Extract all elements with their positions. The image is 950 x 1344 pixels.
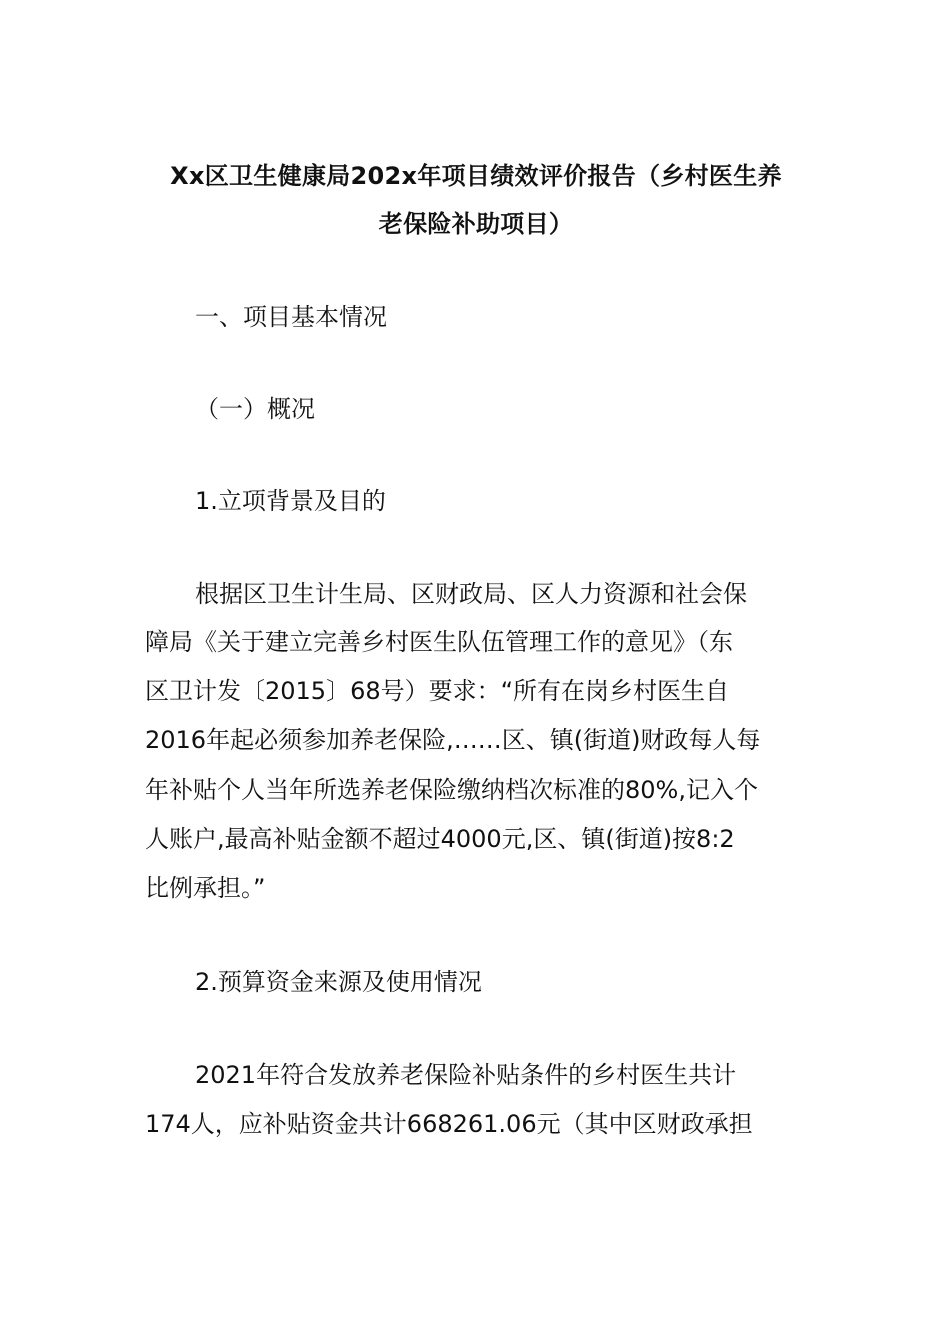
- paragraph-1-line-6: 人账户,最高补贴金额不超过4000元,区、镇(街道)按8:2: [145, 825, 735, 853]
- paragraph-2-line-1: 2021年符合发放养老保险补贴条件的乡村医生共计: [195, 1061, 737, 1089]
- paragraph-1-line-4: 2016年起必须参加养老保险,……区、镇(街道)财政每人每: [145, 726, 761, 754]
- paragraph-1-line-5: 年补贴个人当年所选养老保险缴纳档次标准的80%,记入个: [145, 776, 758, 804]
- paragraph-1-line-7: 比例承担。”: [145, 874, 266, 902]
- section-heading-1: 一、项目基本情况: [195, 303, 387, 331]
- paragraph-2-line-2: 174人，应补贴资金共计668261.06元（其中区财政承担: [145, 1110, 753, 1138]
- section-heading-2: （一）概况: [195, 395, 315, 423]
- paragraph-1-line-3: 区卫计发〔2015〕68号）要求：“所有在岗乡村医生自: [145, 677, 730, 705]
- title-line-1: Xx区卫生健康局202x年项目绩效评价报告（乡村医生养: [170, 162, 782, 190]
- document-title: [145, 152, 807, 248]
- title-line-2: 老保险补助项目）: [378, 210, 574, 238]
- paragraph-1-line-2: 障局《关于建立完善乡村医生队伍管理工作的意见》（东: [145, 628, 733, 656]
- paragraph-1-line-1: 根据区卫生计生局、区财政局、区人力资源和社会保: [195, 580, 747, 608]
- section-heading-3: 1.立项背景及目的: [195, 487, 386, 515]
- section-heading-4: 2.预算资金来源及使用情况: [195, 968, 482, 996]
